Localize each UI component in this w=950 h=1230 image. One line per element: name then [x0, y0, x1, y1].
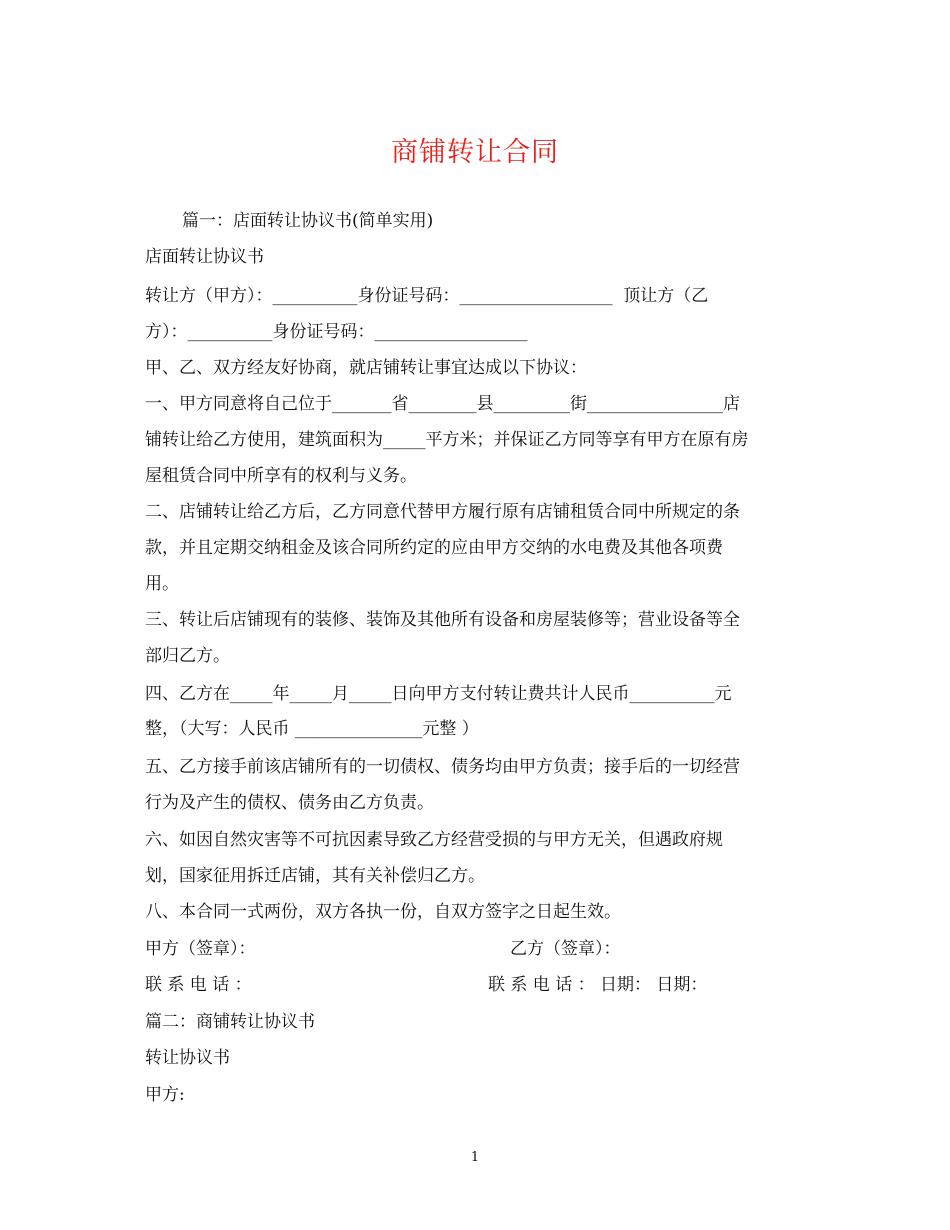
clause-line: 整，（大写：人民币 _______________元整 ） [145, 719, 479, 739]
clause-line: 八、本合同一式两份，双方各执一份，自双方签字之日起生效。 [145, 902, 621, 922]
subheading: 店面转让协议书 [145, 247, 264, 267]
document-title: 商铺转让合同 [391, 137, 559, 168]
section-heading: 篇一：店面转让协议书(简单实用) [182, 211, 434, 231]
clause-line: 行为及产生的债权、债务由乙方负责。 [145, 793, 434, 813]
subheading: 转让协议书 [145, 1048, 230, 1068]
clause-line: 四、乙方在_____年_____月_____日向甲方支付转让费共计人民币__________元 [145, 684, 732, 704]
clause-line: 五、乙方接手前该店铺所有的一切债权、债务均由甲方负责；接手后的一切经营 [145, 757, 740, 777]
clause-line: 铺转让给乙方使用，建筑面积为_____平方米；并保证乙方同等享有甲方在原有房 [145, 430, 749, 450]
clause-line: 一、甲方同意将自己位于_______省________县_________街________________店 [145, 394, 740, 414]
party-b-signature-label: 乙方（签章）： [510, 939, 621, 959]
party-a-signature-label: 甲方（签章）： [145, 939, 256, 959]
clause-line: 款，并且定期交纳租金及该合同所约定的应由甲方交纳的水电费及其他各项费 [145, 538, 723, 558]
clause-line: 二、店铺转让给乙方后，乙方同意代替甲方履行原有店铺租赁合同中所规定的条 [145, 502, 740, 522]
body-line: 甲、乙、双方经友好协商，就店铺转让事宜达成以下协议： [145, 358, 587, 378]
section-heading: 篇二：商铺转让协议书 [145, 1012, 315, 1032]
clause-line: 部归乙方。 [145, 646, 230, 666]
body-line: 转让方（甲方）：__________身份证号码：__________________ 顶让方（乙 [145, 286, 709, 306]
body-line: 甲方: [145, 1085, 185, 1105]
clause-line: 六、如因自然灾害等不可抗因素导致乙方经营受损的与甲方无关，但遇政府规 [145, 830, 723, 850]
clause-line: 三、转让后店铺现有的装修、装饰及其他所有设备和房屋装修等；营业设备等全 [145, 610, 740, 630]
party-b-phone-date-label: 联 系 电 话 ： 日期： 日期： [488, 975, 708, 995]
clause-line: 划，国家征用拆迁店铺，其有关补偿归乙方。 [145, 866, 485, 886]
page-number: 1 [470, 1150, 480, 1165]
party-a-phone-label: 联 系 电 话 ： [145, 975, 252, 995]
clause-line: 屋租赁合同中所享有的权利与义务。 [145, 466, 417, 486]
body-line: 方）：__________身份证号码：__________________ [145, 322, 528, 342]
clause-line: 用。 [145, 574, 179, 594]
